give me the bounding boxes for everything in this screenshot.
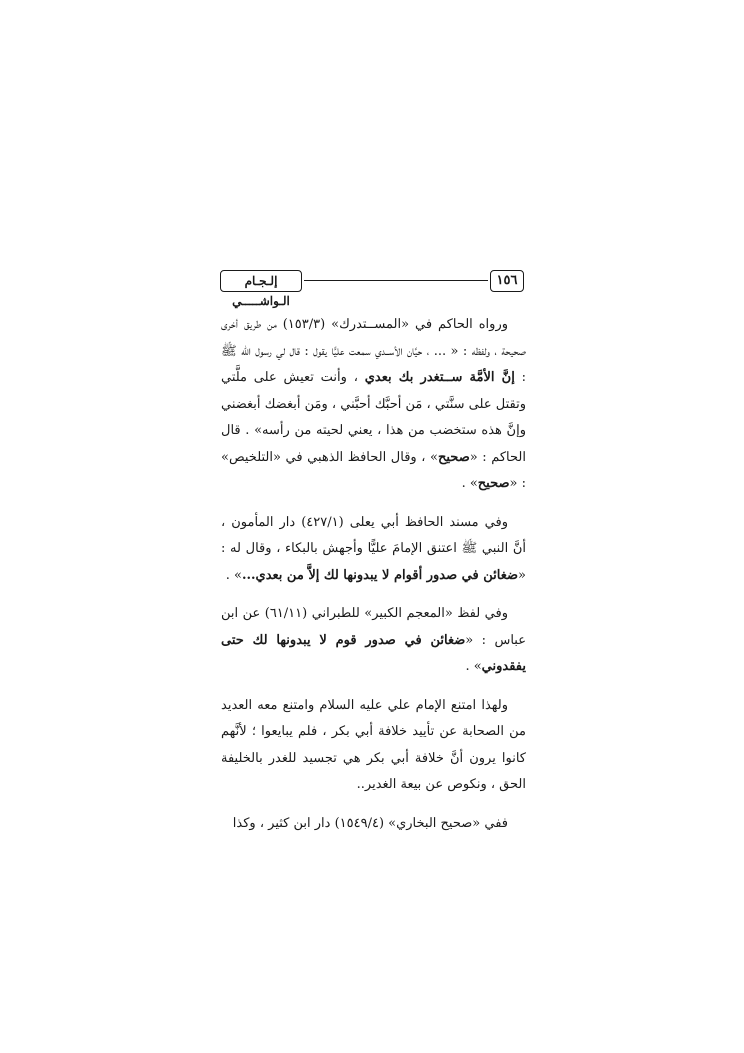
body-text <box>221 312 526 837</box>
hadith-quote: إنَّ الأمَّة ســتغدر بك بعدي <box>364 370 515 385</box>
hadith-quote: ضغائن في صدور أقوام لا يبدونها لك إلاَّ من بعدي... <box>241 567 519 583</box>
text-run: ، وأنت تعيش على ملَّتي وتقتل على سنَّتي ، مَن أحبَّك أحبَّني ، ومَن أبغضك أبغضني وإنَّ هذه ستخضب من هذا ، يعني لحيته من رأسه» . قال الحاكم : « <box>221 370 526 465</box>
paragraph-abu-yala <box>221 510 526 590</box>
running-title: إلـجـام الـواشـــــي <box>220 270 302 292</box>
text-run: » . <box>225 567 242 583</box>
text-run: ورواه الحاكم في «المســتدرك» (١٥٣/٣) من طريق أخرى صحيحة ، ولفظه : « ... ، حيَّان الأســدي سمعت عليًّا يقول : قال لي رسول الله ﷺ : <box>221 317 526 385</box>
text-run: وفي لفظ «المعجم الكبير» للطبراني (٦١/١١) عن ابن عباس : « <box>221 606 526 648</box>
text-run: » . <box>461 476 478 491</box>
paragraph-bukhari: ففي «صحيح البخاري» (١٥٤٩/٤) دار ابن كثير ، وكذا <box>232 815 508 831</box>
text-run: وفي مسند الحافظ أبي يعلى (٤٢٧/١) دار المأمون ، أنَّ النبي ﷺ اعتنق الإمامَ عليًّا وأجهش بالبكاء ، وقال له : « <box>221 514 526 583</box>
grading-sahih: صحيح <box>477 476 510 491</box>
page-header <box>220 268 524 308</box>
hadith-quote: ضغائن في صدور قوم لا يبدونها لك حتى يفقدوني <box>221 632 526 674</box>
header-rule <box>304 280 488 281</box>
grading-sahih: صحيح <box>437 449 470 465</box>
paragraph-hakim <box>221 312 526 498</box>
paragraph-refusal: ولهذا امتنع الإمام علي عليه السلام وامتنع معه العديد من الصحابة عن تأييد خلافة أبي بكر ، فلم يبايعوا ؛ لأنَّهم كانوا يرون أنَّ خلافة أبي بكر هي تجسيد للغدر بالخليفة الحق ، ونكوص عن بيعة الغدير.. <box>221 697 526 792</box>
text-run: » ، وقال الحافظ الذهبي في «التلخيص» : « <box>221 449 526 491</box>
text-run: » . <box>465 659 482 674</box>
page-number: ١٥٦ <box>490 270 524 292</box>
paragraph-tabarani <box>221 601 526 681</box>
